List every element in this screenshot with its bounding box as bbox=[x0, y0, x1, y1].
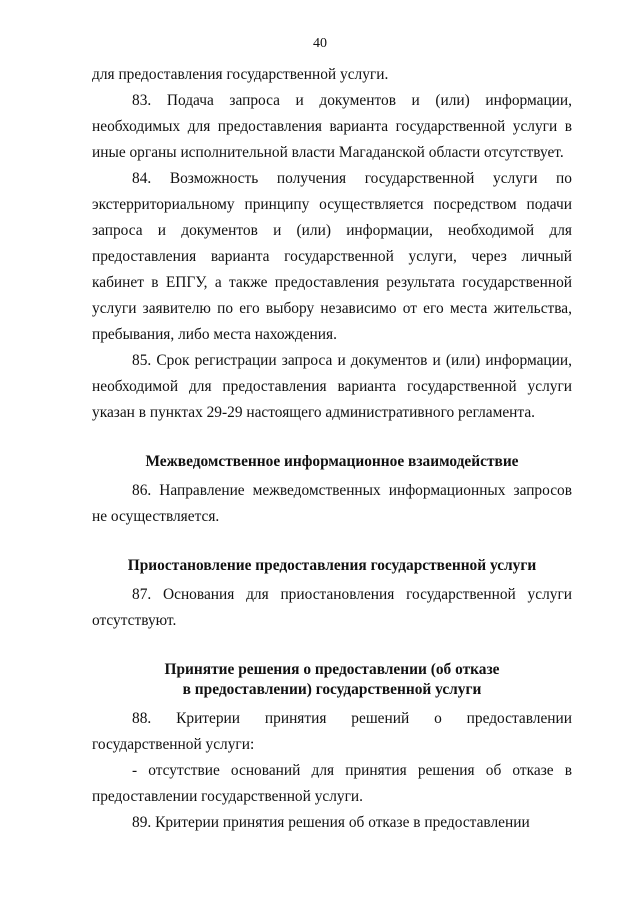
list-item-criteria: - отсутствие оснований для принятия решения об отказе в предоставлении государственной услуги. bbox=[92, 762, 572, 805]
paragraph-86: 86. Направление межведомственных информационных запросов не осуществляется. bbox=[92, 482, 572, 525]
paragraph-83: 83. Подача запроса и документов и (или) информации, необходимых для предоставления варианта государственной услуги в иные органы исполнительной власти Магаданской области отсутствует. bbox=[92, 92, 572, 161]
paragraph-84: 84. Возможность получения государственной услуги по экстерриториальному принципу осуществляется посредством подачи запроса и документов и (или) информации, необходимой для предоставления варианта государственной услуги, через личный кабинет в ЕПГУ, а также предоставления результата государственной услуги заявителю по его выбору независимо от его места жительства, пребывания, либо места нахождения. bbox=[92, 170, 572, 343]
heading-suspension: Приостановление предоставления государственной услуги bbox=[127, 557, 537, 574]
heading-interagency: Межведомственное информационное взаимодействие bbox=[145, 453, 519, 470]
paragraph-85: 85. Срок регистрации запроса и документов и (или) информации, необходимой для предоставления варианта государственной услуги указан в пунктах 29-29 настоящего административного регламента. bbox=[92, 352, 572, 421]
paragraph-88: 88. Критерии принятия решений о предоставлении государственной услуги: bbox=[92, 710, 572, 753]
paragraph-89: 89. Критерии принятия решения об отказе в предоставлении bbox=[132, 814, 530, 831]
paragraph-continuation: для предоставления государственной услуги. bbox=[92, 66, 389, 83]
page-number: 40 bbox=[313, 36, 327, 51]
paragraph-87: 87. Основания для приостановления государственной услуги отсутствуют. bbox=[92, 586, 572, 629]
heading-decision: Принятие решения о предоставлении (об отказе в предоставлении) государственной услуги bbox=[164, 661, 500, 698]
document-body bbox=[92, 62, 572, 836]
